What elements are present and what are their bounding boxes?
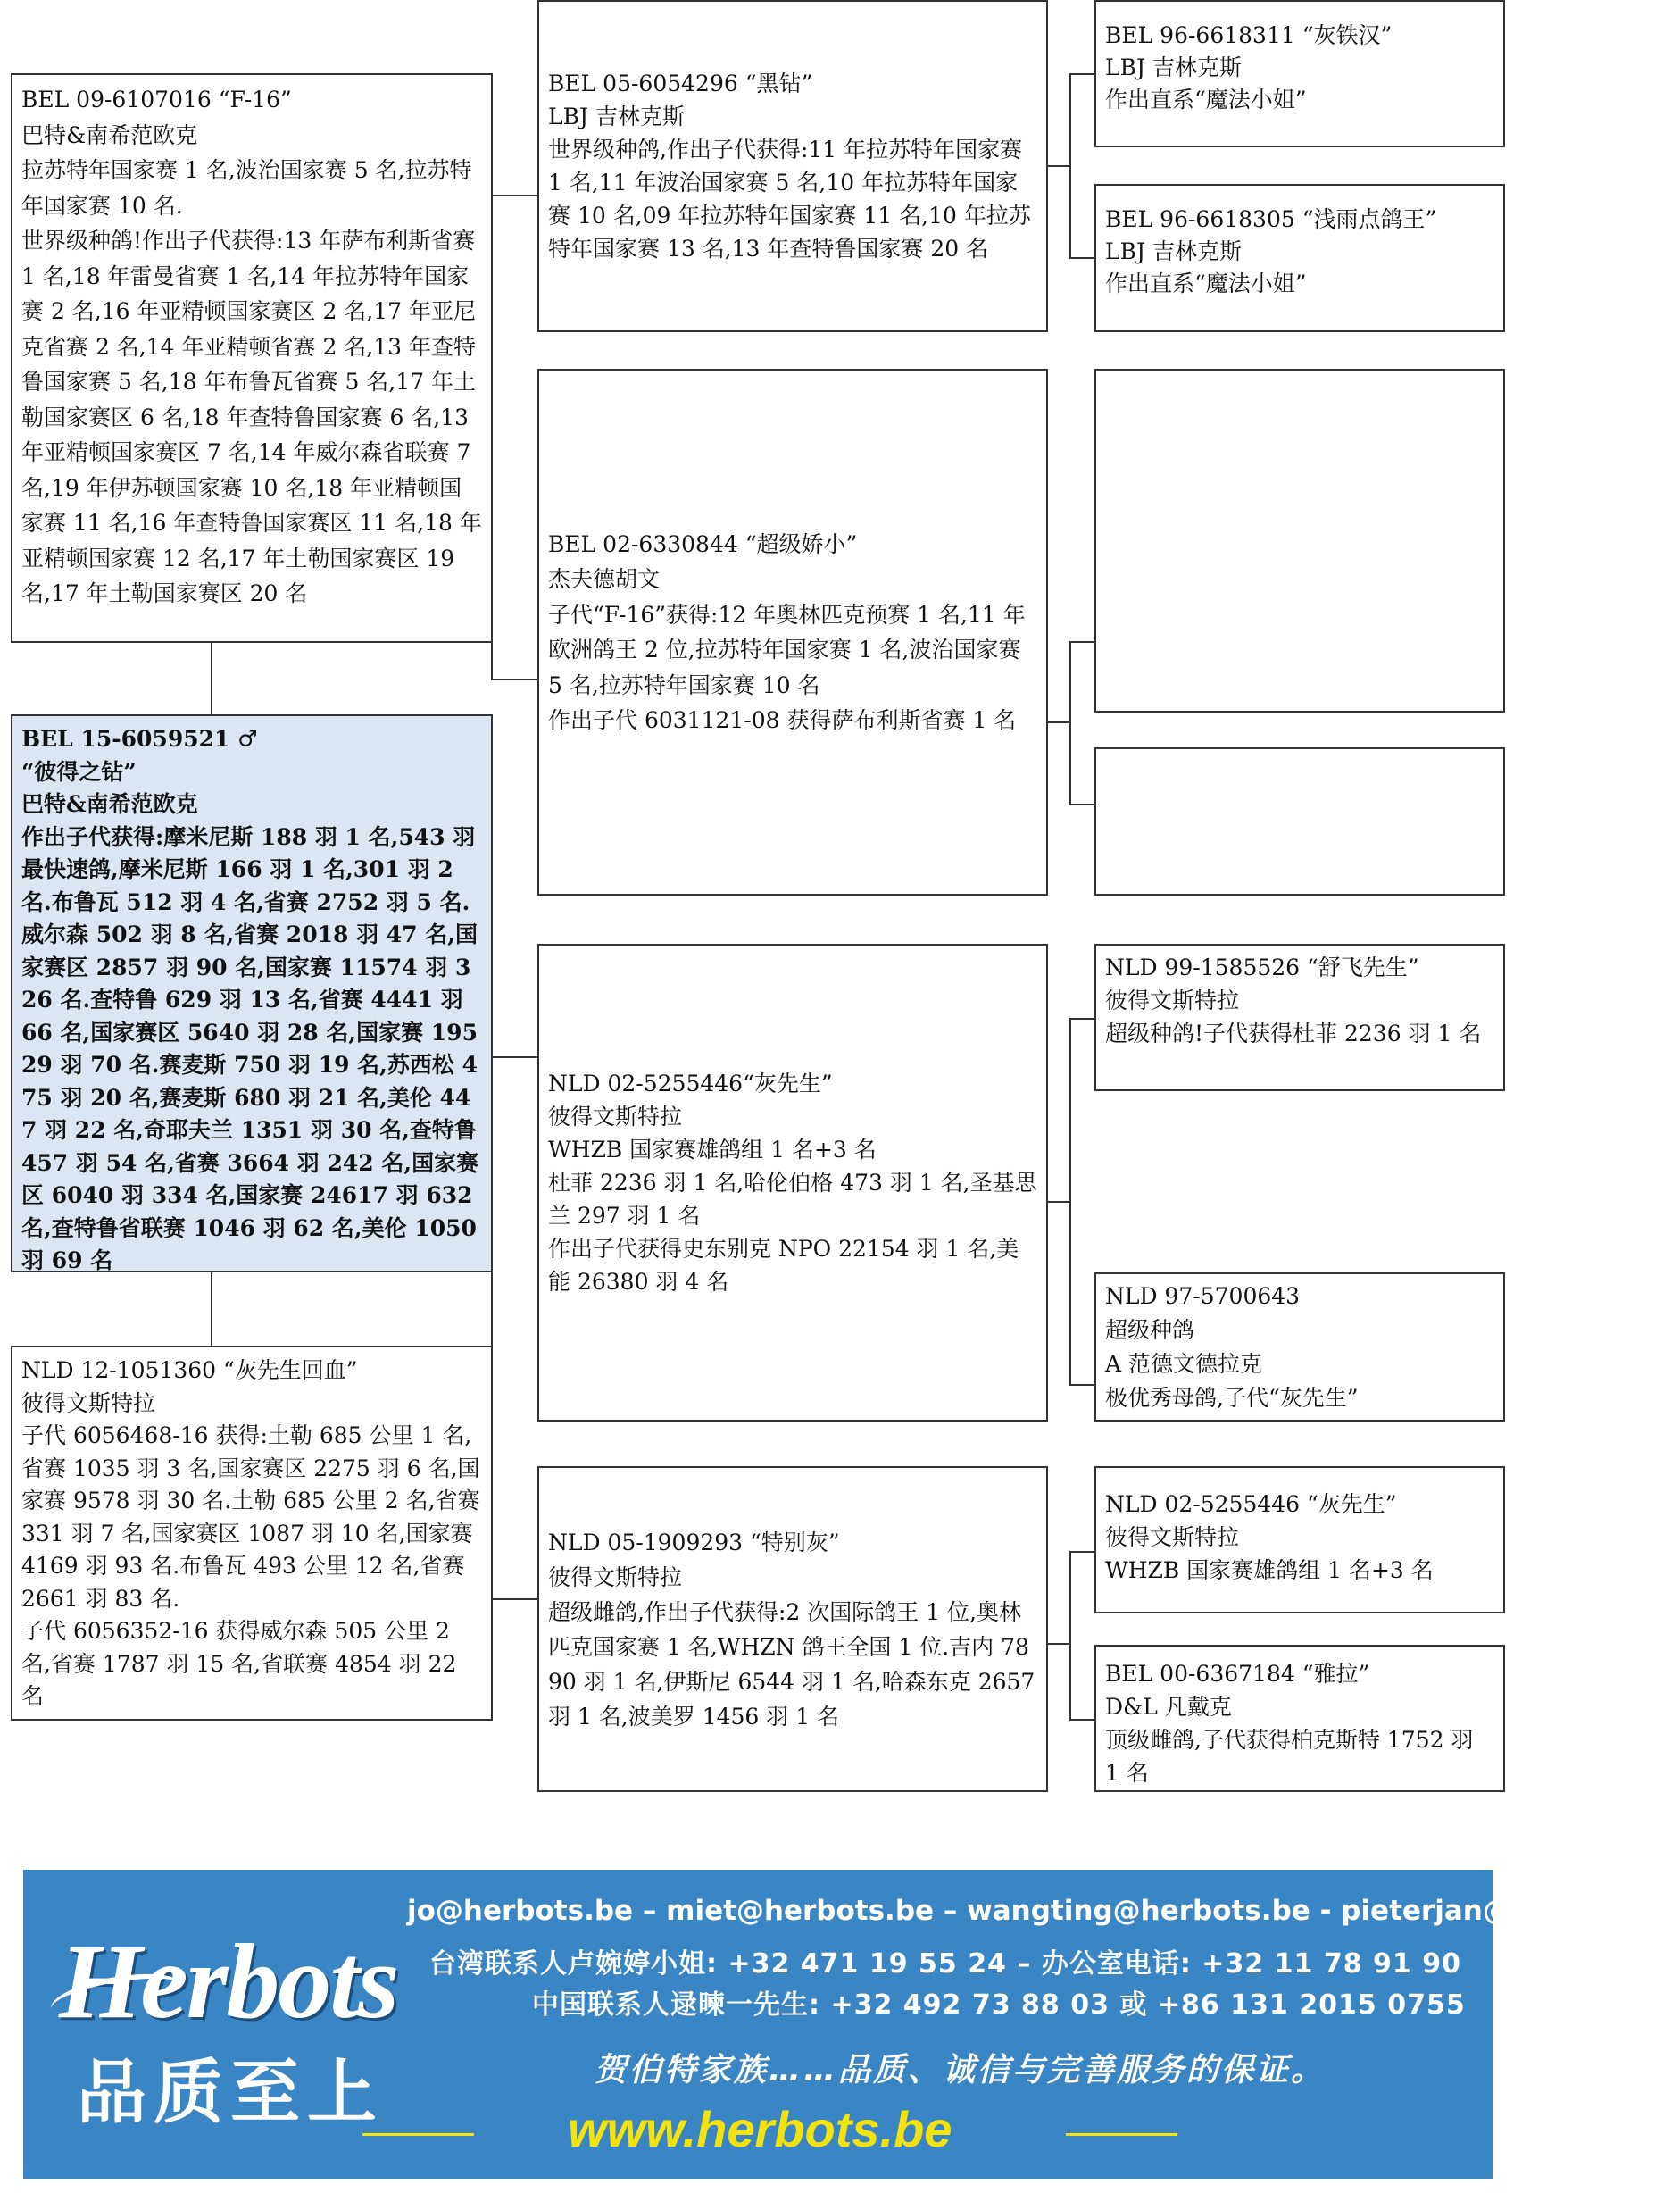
connector [1069, 641, 1094, 643]
dd-line: 彼得文斯特拉 [548, 1563, 683, 1590]
connector [211, 1272, 212, 1346]
ss-line: 世界级种鸽,作出子代获得:11 年拉苏特年国家赛 1 名,11 年波治国家赛 5 名,10 年拉苏特年国家赛 10 名,09 年拉苏特年国家赛 11 名,10 年拉苏特年国家赛 13 名,13 年查特鲁国家赛 20 名 [548, 137, 1031, 262]
connector [1069, 1018, 1094, 1020]
sd-line: 作出子代 6031121-08 获得萨布利斯省赛 1 名 [548, 707, 1017, 733]
subject-line: 巴特&南希范欧克 [21, 791, 198, 817]
sire-box [11, 73, 493, 643]
sss-line: LBJ 吉林克斯 [1105, 54, 1242, 80]
connector [1069, 73, 1094, 75]
connector [491, 1056, 537, 1058]
sd-line: 子代“F-16”获得:12 年奥林匹克预赛 1 名,11 年欧洲鸽王 2 位,拉苏特年国家赛 1 名,波治国家赛 5 名,拉苏特年国家赛 10 名 [548, 601, 1028, 698]
dam-line: 子代 6056468-16 获得:土勒 685 公里 1 名,省赛 1035 羽 3 名,国家赛区 2275 羽 6 名,国家赛 9578 羽 30 名.土勒 685 公里 2 名,省赛 331 羽 7 名,国家赛区 1087 羽 10 名,国家赛 4169 羽 93 名.布鲁瓦 493 公里 12 名,省赛 2661 羽 83 名. [21, 1422, 487, 1612]
dam-line: 子代 6056352-16 获得威尔森 505 公里 2 名,省赛 1787 羽 15 名,省联赛 4854 羽 22 名 [21, 1618, 464, 1709]
connector [491, 195, 537, 196]
dss-line: NLD 99-1585526 “舒飞先生” [1105, 955, 1419, 980]
connector [491, 1598, 537, 1600]
ds-line: 彼得文斯特拉 [548, 1104, 683, 1130]
connector [1069, 257, 1094, 259]
empty-ancestor-box [1094, 747, 1505, 896]
dsd-line: A 范德文德拉克 [1105, 1351, 1263, 1377]
dss-line: 彼得文斯特拉 [1105, 988, 1240, 1013]
dds-line: 彼得文斯特拉 [1105, 1524, 1240, 1550]
ds-line: WHZB 国家赛雄鸽组 1 名+3 名 [548, 1137, 877, 1163]
herbots-logo: Herbots [59, 1922, 398, 2040]
dsd-line: 超级种鸽 [1105, 1317, 1195, 1343]
subject-line: BEL 15-6059521 ♂ [21, 726, 258, 752]
ds-line: 杜菲 2236 羽 1 名,哈伦伯格 473 羽 1 名,圣基思兰 297 羽 1 名 [548, 1170, 1037, 1229]
subject-line: “彼得之钻” [21, 758, 137, 785]
decorative-line [1066, 2133, 1177, 2136]
sire-line: 巴特&南希范欧克 [21, 121, 198, 148]
connector [1069, 1719, 1094, 1721]
dds-line: WHZB 国家赛雄鸽组 1 名+3 名 [1105, 1557, 1434, 1583]
sire-sire-dam-box [1094, 184, 1505, 332]
ddd-line: BEL 00-6367184 “雅拉” [1105, 1661, 1370, 1687]
decorative-line [362, 2133, 474, 2136]
dsd-line: NLD 97-5700643 [1105, 1283, 1301, 1309]
sire-line: 拉苏特年国家赛 1 名,波治国家赛 5 名,拉苏特年国家赛 10 名. [21, 157, 472, 219]
sire-dam-box [537, 369, 1048, 896]
ds-line: NLD 02-5255446“灰先生” [548, 1071, 833, 1096]
dam-sire-box [537, 944, 1048, 1422]
dam-dam-sire-box [1094, 1466, 1505, 1613]
ss-line: BEL 05-6054296 “黑钻” [548, 71, 813, 96]
sire-line: 世界级种鸽!作出子代获得:13 年萨布利斯省赛 1 名,18 年雷曼省赛 1 名,14 年拉苏特年国家赛 2 名,16 年亚精顿国家赛区 2 名,17 年亚尼克省赛 2 名,14 年亚精顿省赛 2 名,13 年查特鲁国家赛 5 名,18 年布鲁瓦省赛 5 名,17 年土勒国家赛区 6 名,18 年查特鲁国家赛 6 名,13 年亚精顿国家赛区 7 名,14 年威尔森省联赛 7 名,19 年伊苏顿国家赛 10 名,18 年亚精顿国家赛 11 名,16 年查特鲁国家赛区 11 名,18 年亚精顿国家赛 12 名,17 年土勒国家赛区 19 名,17 年土勒国家赛区 20 名 [21, 228, 483, 606]
connector [1069, 1551, 1071, 1719]
dss-line: 超级种鸽!子代获得杜菲 2236 羽 1 名 [1105, 1021, 1482, 1046]
connector [1069, 804, 1094, 805]
footer-slogan: 品质至上 [77, 2052, 385, 2133]
footer-china-contact: 中国联系人逯暕一先生: +32 492 73 88 03 或 +86 131 2015 0755 [532, 1989, 1466, 2021]
connector [1046, 1201, 1071, 1203]
sd-line: 杰夫德胡文 [548, 566, 661, 592]
connector [1046, 721, 1071, 723]
dam-line: NLD 12-1051360 “灰先生回血” [21, 1357, 358, 1383]
dam-box [11, 1346, 493, 1721]
dam-sire-sire-box [1094, 944, 1505, 1091]
dam-sire-dam-box [1094, 1272, 1505, 1422]
dam-dam-box [537, 1466, 1048, 1792]
ssd-line: BEL 96-6618305 “浅雨点鸽王” [1105, 206, 1437, 232]
ss-line: LBJ 吉林克斯 [548, 104, 685, 129]
sss-line: BEL 96-6618311 “灰铁汉” [1105, 22, 1393, 48]
ssd-line: LBJ 吉林克斯 [1105, 238, 1242, 264]
ssd-line: 作出直系“魔法小姐” [1105, 271, 1307, 296]
sire-sire-box [537, 0, 1048, 332]
dam-line: 彼得文斯特拉 [21, 1389, 156, 1416]
dsd-line: 极优秀母鸽,子代“灰先生” [1105, 1385, 1359, 1411]
sd-line: BEL 02-6330844 “超级娇小” [548, 530, 858, 557]
footer-motto: 贺伯特家族……品质、诚信与完善服务的保证。 [595, 2052, 1327, 2089]
sire-line: BEL 09-6107016 “F-16” [21, 87, 292, 113]
dd-line: NLD 05-1909293 “特别灰” [548, 1529, 840, 1555]
dd-line: 超级雌鸽,作出子代获得:2 次国际鸽王 1 位,奥林匹克国家赛 1 名,WHZN 鸽王全国 1 位.吉内 7890 羽 1 名,伊斯尼 6544 羽 1 名,哈森东克 2657 羽 1 名,波美罗 1456 羽 1 名 [548, 1598, 1043, 1730]
ds-line: 作出子代获得史东别克 NPO 22154 羽 1 名,美能 26380 羽 4 名 [548, 1236, 1019, 1295]
sire-sire-sire-box [1094, 0, 1505, 147]
connector [1046, 1643, 1071, 1645]
connector [1069, 1551, 1094, 1553]
footer-emails[interactable]: jo@herbots.be – miet@herbots.be – wangting@herbots.be - pieterjan@herbots.be [407, 1895, 1680, 1927]
footer-website-link[interactable]: www.herbots.be [568, 2101, 952, 2157]
subject-line: 作出子代获得:摩米尼斯 188 羽 1 名,543 羽最快速鸽,摩米尼斯 166 羽 1 名,301 羽 2 名.布鲁瓦 512 羽 4 名,省赛 2752 羽 5 名.威尔森 502 羽 8 名,省赛 2018 羽 47 名,国家赛区 2857 羽 90 名,国家赛 11574 羽 326 名.查特鲁 629 羽 13 名,省赛 4441 羽 66 名,国家赛区 5640 羽 28 名,国家赛 19529 羽 70 名.赛麦斯 750 羽 19 名,苏西松 475 羽 20 名,赛麦斯 680 羽 21 名,美伦 447 羽 22 名,奇耶夫兰 1351 羽 30 名,查特鲁 457 羽 54 名,省赛 3664 羽 242 名,国家赛区 6040 羽 334 名,国家赛 24617 羽 632 名,查特鲁省联赛 1046 羽 62 名,美伦 1050 羽 69 名 [21, 823, 485, 1273]
connector [211, 641, 212, 714]
sss-line: 作出直系“魔法小姐” [1105, 87, 1307, 113]
dam-dam-dam-box [1094, 1645, 1505, 1792]
footer-taiwan-contact: 台湾联系人卢婉婷小姐: +32 471 19 55 24 – 办公室电话: +32 11 78 91 90 [429, 1948, 1461, 1980]
ddd-line: D&L 凡戴克 [1105, 1694, 1232, 1720]
empty-ancestor-box [1094, 369, 1505, 713]
connector [491, 679, 537, 680]
connector [1046, 165, 1071, 167]
connector [1069, 1384, 1094, 1386]
ddd-line: 顶级雌鸽,子代获得柏克斯特 1752 羽 1 名 [1105, 1727, 1481, 1786]
subject-box [11, 714, 493, 1272]
dds-line: NLD 02-5255446 “灰先生” [1105, 1491, 1397, 1517]
footer-banner [23, 1870, 1680, 2179]
